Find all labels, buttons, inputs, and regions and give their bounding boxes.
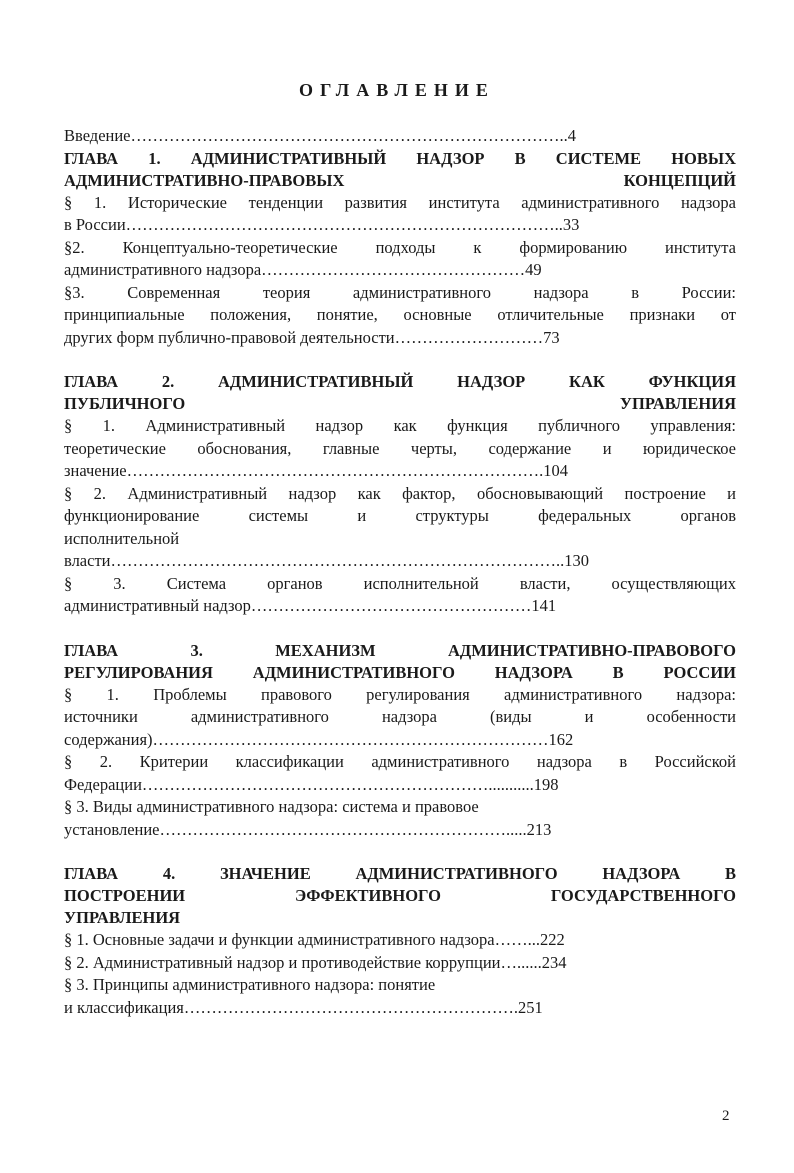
section-2-2-line-3: исполнительной: [64, 528, 180, 548]
section-2-1-line-2: теоретические обоснования, главные черты, содержание и юридическое: [64, 438, 736, 458]
toc-chapter-4: [64, 863, 736, 929]
toc-section-3-2: [64, 751, 736, 796]
section-3-2-line-2: Федерации………………………………………………………...........198: [64, 774, 559, 794]
section-2-2-line-2: функционирование системы и структуры федеральных органов: [64, 506, 736, 525]
section-3-1-line-1: § 1. Проблемы правового регулирования административного надзора:: [64, 684, 736, 704]
toc-chapter-3: [64, 640, 736, 684]
section-2-2-line-1: § 2. Административный надзор как фактор, обосновывающий построение и: [64, 483, 736, 503]
section-1-2-line-2: административного надзора…………………………………………49: [64, 260, 542, 279]
section-3-2-line-1: § 2. Критерии классификации административного надзора в Российской: [64, 752, 736, 771]
toc-chapter-2: [64, 371, 736, 415]
toc-section-4-3: [64, 974, 736, 1019]
chapter-1-title-line-2: АДМИНИСТРАТИВНО-ПРАВОВЫХ КОНЦЕПЦИЙ: [64, 170, 736, 190]
section-2-1-line-3: значение………………………………………………………………….104: [64, 461, 568, 480]
section-3-3-line-1: § 3. Виды административного надзора: система и правовое: [64, 797, 479, 816]
toc-section-4-1: § 1. Основные задачи и функции административного надзора……...222: [64, 930, 565, 949]
section-4-3-line-2: и классификация…………………………………………………….251: [64, 997, 543, 1017]
chapter-1-title-line-1: ГЛАВА 1. АДМИНИСТРАТИВНЫЙ НАДЗОР В СИСТЕМЕ НОВЫХ: [64, 148, 736, 168]
section-4-3-line-1: § 3. Принципы административного надзора: понятие: [64, 975, 436, 994]
section-3-1-line-2: источники административного надзора (виды и особенности: [64, 707, 736, 726]
page-number: 2: [722, 1108, 730, 1124]
section-2-3-line-2: административный надзор……………………………………………141: [64, 596, 557, 615]
chapter-4-title-line-3: УПРАВЛЕНИЯ: [64, 908, 181, 927]
section-2-2-line-4: власти………………………………………………………………………..130: [64, 551, 589, 570]
toc-section-2-3: [64, 573, 736, 618]
toc-section-3-1: [64, 684, 736, 752]
table-of-contents: [64, 125, 736, 1019]
toc-section-3-3: [64, 796, 736, 841]
section-1-3-line-3: других форм публично-правовой деятельности………………………73: [64, 327, 560, 347]
chapter-4-title-line-1: ГЛАВА 4. ЗНАЧЕНИЕ АДМИНИСТРАТИВНОГО НАДЗОРА В: [64, 864, 736, 883]
toc-section-1-1: [64, 192, 736, 237]
section-1-3-line-2: принципиальные положения, понятие, основные отличительные признаки от: [64, 305, 736, 324]
section-1-2-line-1: §2. Концептуально-теоретические подходы к формированию института: [64, 237, 736, 257]
section-1-3-line-1: §3. Современная теория административного надзора в России:: [64, 282, 736, 302]
chapter-3-title-line-1: ГЛАВА 3. МЕХАНИЗМ АДМИНИСТРАТИВНО-ПРАВОВОГО: [64, 640, 736, 660]
chapter-2-title-line-2: ПУБЛИЧНОГО УПРАВЛЕНИЯ: [64, 394, 736, 413]
page-title: ОГЛАВЛЕНИЕ: [299, 80, 495, 100]
section-2-1-line-1: § 1. Административный надзор как функция публичного управления:: [64, 416, 736, 435]
toc-section-1-3: [64, 282, 736, 350]
section-2-3-line-1: § 3. Система органов исполнительной власти, осуществляющих: [64, 573, 736, 593]
toc-section-2-2: [64, 483, 736, 573]
section-3-1-line-3: содержания)………………………………………………………………162: [64, 729, 574, 749]
section-1-1-line-2: в России……………………………………………………………………..33: [64, 215, 580, 234]
toc-chapter-1: [64, 148, 736, 192]
chapter-4-title-line-2: ПОСТРОЕНИИ ЭФФЕКТИВНОГО ГОСУДАРСТВЕННОГО: [64, 886, 736, 905]
toc-section-4-2: § 2. Административный надзор и противодействие коррупции…......234: [64, 952, 567, 972]
chapter-2-title-line-1: ГЛАВА 2. АДМИНИСТРАТИВНЫЙ НАДЗОР КАК ФУНКЦИЯ: [64, 372, 736, 391]
toc-section-1-2: [64, 237, 736, 282]
section-1-1-line-1: § 1. Исторические тенденции развития института административного надзора: [64, 192, 736, 212]
toc-section-2-1: [64, 415, 736, 483]
section-3-3-line-2: установление……………………………………………………….....213: [64, 819, 552, 839]
toc-intro: Введение……………………………………………………………………..4: [64, 126, 577, 145]
chapter-3-title-line-2: РЕГУЛИРОВАНИЯ АДМИНИСТРАТИВНОГО НАДЗОРА В РОССИИ: [64, 662, 736, 682]
